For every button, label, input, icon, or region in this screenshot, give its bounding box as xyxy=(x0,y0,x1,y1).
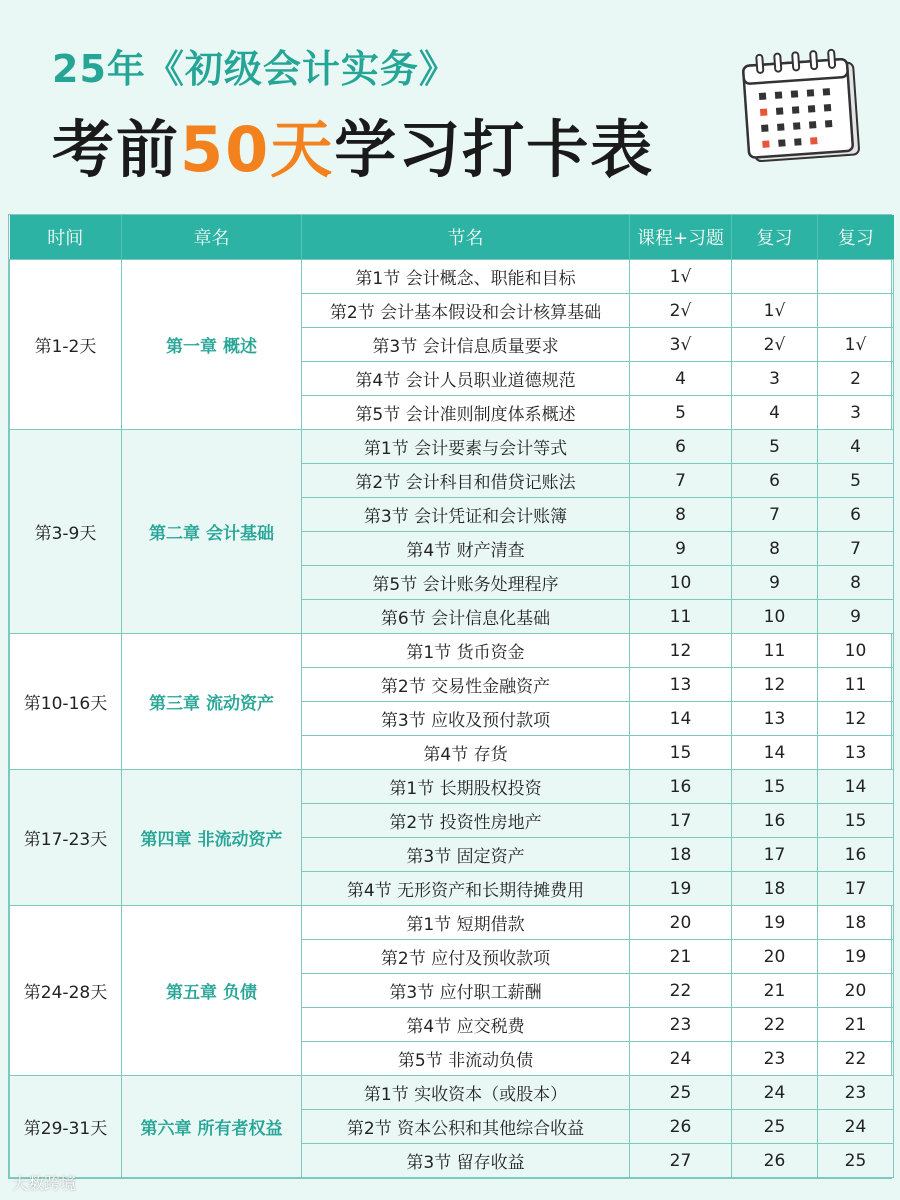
review-1-day-cell: 26 xyxy=(732,1144,818,1178)
review-2-day-cell: 25 xyxy=(818,1144,894,1178)
table-row xyxy=(10,1076,894,1110)
review-1-day-cell: 16 xyxy=(732,804,818,838)
review-2-day-cell: 14 xyxy=(818,770,894,804)
review-2-day-cell: 3 xyxy=(818,396,894,430)
course-day-cell: 26 xyxy=(630,1110,732,1144)
review-1-day-cell: 22 xyxy=(732,1008,818,1042)
course-day-cell: 22 xyxy=(630,974,732,1008)
course-day-cell: 20 xyxy=(630,906,732,940)
section-name-cell: 第4节 应交税费 xyxy=(302,1008,630,1042)
review-1-day-cell: 24 xyxy=(732,1076,818,1110)
section-name-cell: 第1节 会计要素与会计等式 xyxy=(302,430,630,464)
calendar-icon xyxy=(738,48,868,166)
review-1-day-cell: 25 xyxy=(732,1110,818,1144)
section-name-cell: 第2节 应付及预收款项 xyxy=(302,940,630,974)
course-day-cell: 23 xyxy=(630,1008,732,1042)
header-section: 节名 xyxy=(302,215,630,260)
course-day-cell: 5 xyxy=(630,396,732,430)
section-name-cell: 第1节 短期借款 xyxy=(302,906,630,940)
course-day-cell: 7 xyxy=(630,464,732,498)
day-range-cell: 第10-16天 xyxy=(10,634,122,770)
review-2-day-cell xyxy=(818,260,894,294)
chapter-group xyxy=(10,260,894,430)
course-day-cell: 6 xyxy=(630,430,732,464)
day-range-cell: 第24-28天 xyxy=(10,906,122,1076)
title-line-2 xyxy=(52,100,654,189)
section-name-cell: 第6节 会计信息化基础 xyxy=(302,600,630,634)
title-prefix: 考前 xyxy=(52,113,181,186)
review-2-day-cell: 1√ xyxy=(818,328,894,362)
review-2-day-cell: 24 xyxy=(818,1110,894,1144)
review-1-day-cell: 1√ xyxy=(732,294,818,328)
table-row xyxy=(10,260,894,294)
course-day-cell: 1√ xyxy=(630,260,732,294)
course-day-cell: 21 xyxy=(630,940,732,974)
header-review-2: 复习 xyxy=(818,215,894,260)
section-name-cell: 第3节 留存收益 xyxy=(302,1144,630,1178)
review-1-day-cell: 17 xyxy=(732,838,818,872)
section-name-cell: 第4节 财产清查 xyxy=(302,532,630,566)
header-course: 课程+习题 xyxy=(630,215,732,260)
chapter-name-cell: 第五章 负债 xyxy=(122,906,302,1076)
review-1-day-cell: 7 xyxy=(732,498,818,532)
review-2-day-cell: 17 xyxy=(818,872,894,906)
section-name-cell: 第5节 会计准则制度体系概述 xyxy=(302,396,630,430)
course-day-cell: 4 xyxy=(630,362,732,396)
day-range-cell: 第3-9天 xyxy=(10,430,122,634)
review-2-day-cell: 15 xyxy=(818,804,894,838)
chapter-name-cell: 第六章 所有者权益 xyxy=(122,1076,302,1178)
course-day-cell: 15 xyxy=(630,736,732,770)
chapter-group xyxy=(10,430,894,634)
review-1-day-cell: 23 xyxy=(732,1042,818,1076)
section-name-cell: 第3节 应收及预付款项 xyxy=(302,702,630,736)
review-1-day-cell: 12 xyxy=(732,668,818,702)
review-2-day-cell: 12 xyxy=(818,702,894,736)
review-1-day-cell: 13 xyxy=(732,702,818,736)
chapter-name-cell: 第二章 会计基础 xyxy=(122,430,302,634)
review-2-day-cell: 21 xyxy=(818,1008,894,1042)
section-name-cell: 第5节 非流动负债 xyxy=(302,1042,630,1076)
course-day-cell: 8 xyxy=(630,498,732,532)
course-day-cell: 3√ xyxy=(630,328,732,362)
section-name-cell: 第2节 投资性房地产 xyxy=(302,804,630,838)
section-name-cell: 第1节 会计概念、职能和目标 xyxy=(302,260,630,294)
table-header-row xyxy=(10,215,894,260)
course-day-cell: 16 xyxy=(630,770,732,804)
review-1-day-cell xyxy=(732,260,818,294)
review-1-day-cell: 20 xyxy=(732,940,818,974)
watermark: 大数跨境 xyxy=(12,1174,77,1193)
review-1-day-cell: 8 xyxy=(732,532,818,566)
chapter-name-cell: 第四章 非流动资产 xyxy=(122,770,302,906)
review-2-day-cell: 10 xyxy=(818,634,894,668)
review-2-day-cell: 22 xyxy=(818,1042,894,1076)
course-day-cell: 2√ xyxy=(630,294,732,328)
review-1-day-cell: 6 xyxy=(732,464,818,498)
review-1-day-cell: 15 xyxy=(732,770,818,804)
table-row xyxy=(10,430,894,464)
section-name-cell: 第1节 货币资金 xyxy=(302,634,630,668)
course-day-cell: 14 xyxy=(630,702,732,736)
review-2-day-cell: 11 xyxy=(818,668,894,702)
review-2-day-cell: 16 xyxy=(818,838,894,872)
section-name-cell: 第3节 会计凭证和会计账簿 xyxy=(302,498,630,532)
review-2-day-cell: 18 xyxy=(818,906,894,940)
review-2-day-cell: 9 xyxy=(818,600,894,634)
review-1-day-cell: 11 xyxy=(732,634,818,668)
section-name-cell: 第4节 会计人员职业道德规范 xyxy=(302,362,630,396)
course-day-cell: 18 xyxy=(630,838,732,872)
header-review-1: 复习 xyxy=(732,215,818,260)
review-1-day-cell: 14 xyxy=(732,736,818,770)
section-name-cell: 第4节 无形资产和长期待摊费用 xyxy=(302,872,630,906)
section-name-cell: 第5节 会计账务处理程序 xyxy=(302,566,630,600)
course-day-cell: 27 xyxy=(630,1144,732,1178)
review-1-day-cell: 3 xyxy=(732,362,818,396)
course-day-cell: 9 xyxy=(630,532,732,566)
title-line-1: 25年《初级会计实务》 xyxy=(52,47,458,91)
section-name-cell: 第4节 存货 xyxy=(302,736,630,770)
course-day-cell: 11 xyxy=(630,600,732,634)
title-highlight: 50天 xyxy=(180,113,335,186)
course-day-cell: 17 xyxy=(630,804,732,838)
review-2-day-cell: 7 xyxy=(818,532,894,566)
table-row xyxy=(10,634,894,668)
review-2-day-cell: 19 xyxy=(818,940,894,974)
review-1-day-cell: 5 xyxy=(732,430,818,464)
section-name-cell: 第2节 会计基本假设和会计核算基础 xyxy=(302,294,630,328)
review-2-day-cell xyxy=(818,294,894,328)
header-time: 时间 xyxy=(10,215,122,260)
review-2-day-cell: 6 xyxy=(818,498,894,532)
chapter-name-cell: 第一章 概述 xyxy=(122,260,302,430)
section-name-cell: 第2节 资本公积和其他综合收益 xyxy=(302,1110,630,1144)
checkin-table xyxy=(8,214,892,1179)
review-2-day-cell: 5 xyxy=(818,464,894,498)
course-day-cell: 13 xyxy=(630,668,732,702)
section-name-cell: 第2节 交易性金融资产 xyxy=(302,668,630,702)
section-name-cell: 第1节 长期股权投资 xyxy=(302,770,630,804)
review-1-day-cell: 4 xyxy=(732,396,818,430)
header-chapter: 章名 xyxy=(122,215,302,260)
course-day-cell: 19 xyxy=(630,872,732,906)
review-2-day-cell: 2 xyxy=(818,362,894,396)
review-2-day-cell: 13 xyxy=(818,736,894,770)
review-2-day-cell: 8 xyxy=(818,566,894,600)
chapter-group xyxy=(10,634,894,770)
chapter-group xyxy=(10,906,894,1076)
review-1-day-cell: 9 xyxy=(732,566,818,600)
review-1-day-cell: 2√ xyxy=(732,328,818,362)
chapter-group xyxy=(10,770,894,906)
review-1-day-cell: 18 xyxy=(732,872,818,906)
section-name-cell: 第3节 固定资产 xyxy=(302,838,630,872)
course-day-cell: 24 xyxy=(630,1042,732,1076)
review-2-day-cell: 4 xyxy=(818,430,894,464)
day-range-cell: 第1-2天 xyxy=(10,260,122,430)
section-name-cell: 第2节 会计科目和借贷记账法 xyxy=(302,464,630,498)
day-range-cell: 第17-23天 xyxy=(10,770,122,906)
section-name-cell: 第3节 应付职工薪酬 xyxy=(302,974,630,1008)
review-1-day-cell: 19 xyxy=(732,906,818,940)
review-2-day-cell: 23 xyxy=(818,1076,894,1110)
course-day-cell: 25 xyxy=(630,1076,732,1110)
review-2-day-cell: 20 xyxy=(818,974,894,1008)
course-day-cell: 12 xyxy=(630,634,732,668)
section-name-cell: 第1节 实收资本（或股本） xyxy=(302,1076,630,1110)
section-name-cell: 第3节 会计信息质量要求 xyxy=(302,328,630,362)
review-1-day-cell: 10 xyxy=(732,600,818,634)
title-suffix: 学习打卡表 xyxy=(334,113,655,186)
course-day-cell: 10 xyxy=(630,566,732,600)
day-range-cell: 第29-31天 xyxy=(10,1076,122,1178)
table-row xyxy=(10,906,894,940)
review-1-day-cell: 21 xyxy=(732,974,818,1008)
table-row xyxy=(10,770,894,804)
chapter-name-cell: 第三章 流动资产 xyxy=(122,634,302,770)
chapter-group xyxy=(10,1076,894,1178)
